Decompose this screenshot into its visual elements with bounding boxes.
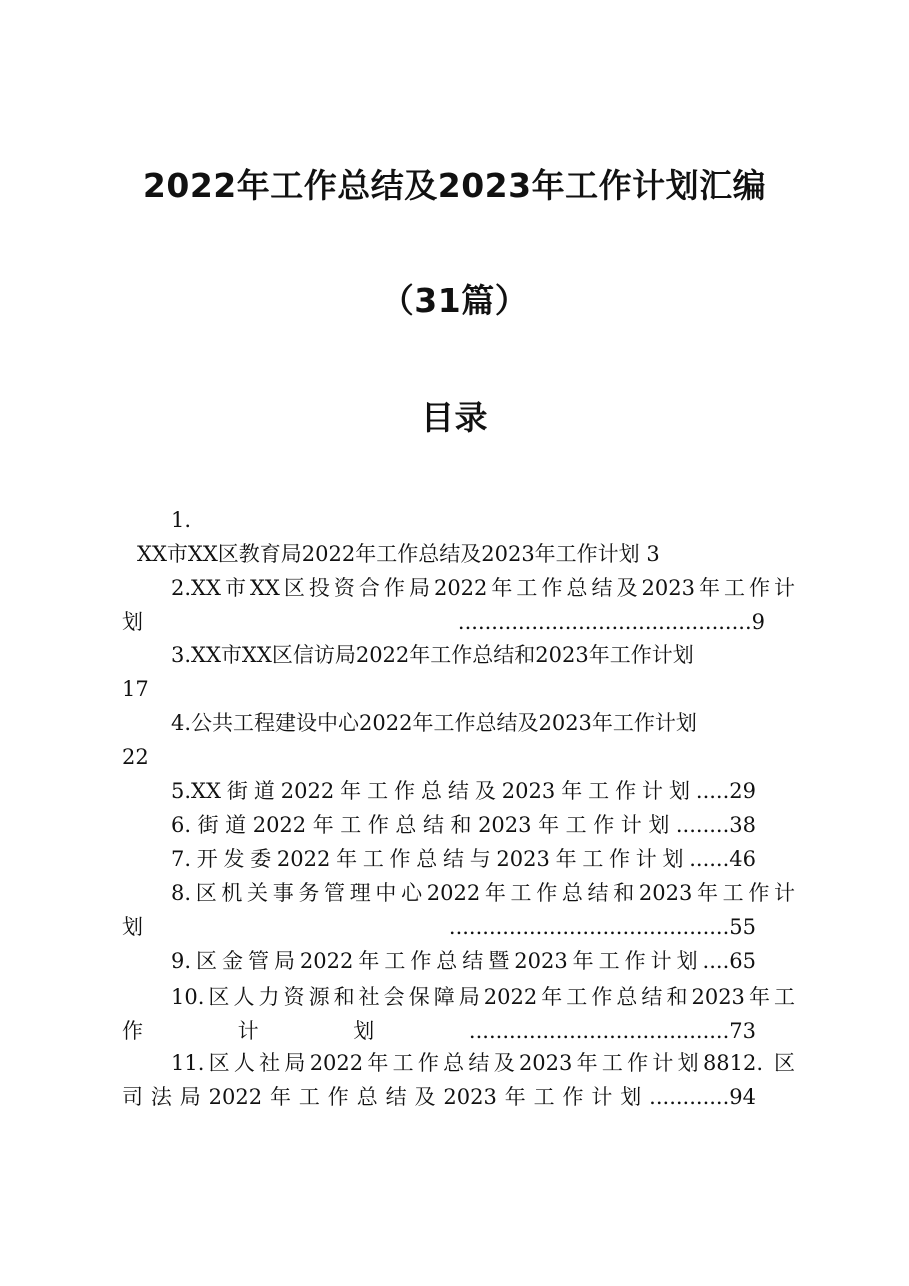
toc-line: 7.开发委2022年工作总结与2023年工作计划......46	[171, 847, 756, 871]
toc-line: XX市XX区教育局2022年工作总结及2023年工作计划 3	[137, 542, 660, 566]
toc-line: 划..........................................55	[122, 915, 756, 939]
toc-line: 司法局2022年工作总结及2023年工作计划............94	[122, 1085, 756, 1109]
toc-line: 2.XX市XX区投资合作局2022年工作总结及2023年工作计	[171, 576, 795, 600]
toc-heading: 目录	[421, 398, 488, 437]
toc-line: 5.XX街道2022年工作总结及2023年工作计划.....29	[171, 779, 756, 803]
toc-line: 4.公共工程建设中心2022年工作总结及2023年工作计划	[171, 711, 697, 735]
toc-line: 17	[122, 677, 149, 701]
toc-line: 3.XX市XX区信访局2022年工作总结和2023年工作计划	[171, 643, 694, 667]
document-title: 2022年工作总结及2023年工作计划汇编	[142, 166, 767, 205]
toc-line: 1.	[171, 508, 192, 532]
toc-line: 10.区人力资源和社会保障局2022年工作总结和2023年工	[171, 985, 795, 1009]
toc-line: 划............................................9	[122, 610, 765, 634]
toc-line: 8.区机关事务管理中心2022年工作总结和2023年工作计	[171, 881, 795, 905]
toc-line: 9.区金管局2022年工作总结暨2023年工作计划....65	[171, 949, 756, 973]
toc-line: 22	[122, 745, 149, 769]
document-subtitle: （31篇）	[380, 281, 529, 320]
toc-line: 作计划.......................................73	[122, 1019, 756, 1043]
toc-line: 11.区人社局2022年工作总结及2023年工作计划8812. 区	[171, 1051, 795, 1075]
toc-line: 6.街道2022年工作总结和2023年工作计划........38	[171, 813, 756, 837]
